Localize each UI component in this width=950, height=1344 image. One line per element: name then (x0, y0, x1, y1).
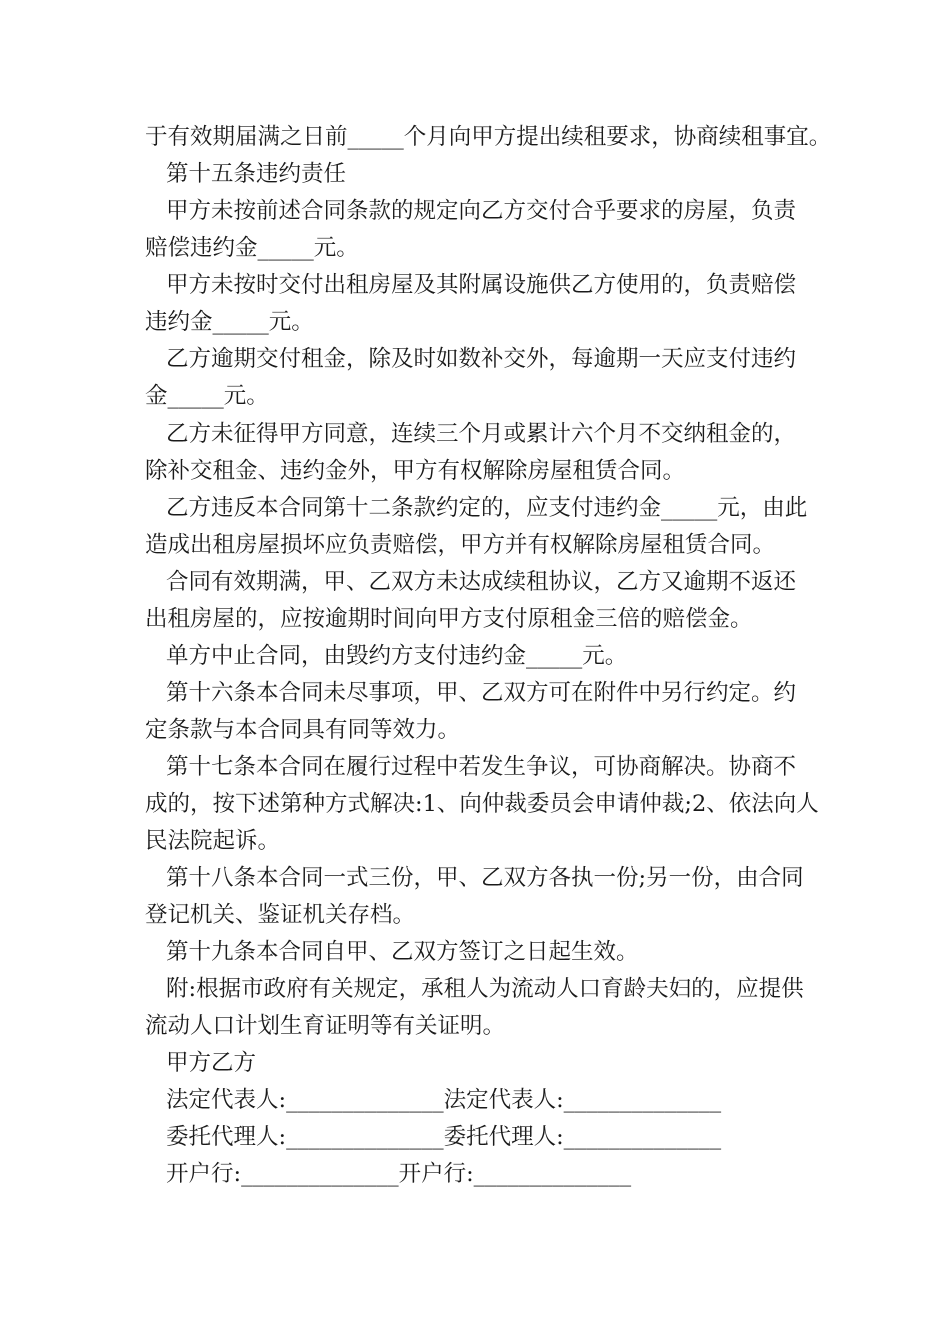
text-line: 民法院起诉。 (145, 828, 281, 854)
signature-heading: 甲方乙方 (166, 1050, 257, 1076)
text-line: 单方中止合同，由毁约方支付违约金_____元。 (166, 643, 628, 669)
text-line: 登记机关、鉴证机关存档。 (145, 902, 416, 928)
text-line: 金_____元。 (145, 383, 269, 409)
text-line: 甲方未按时交付出租房屋及其附属设施供乙方使用的，负责赔偿 (166, 272, 797, 298)
signature-line-agent: 委托代理人:______________委托代理人:______________ (166, 1124, 722, 1150)
text-line: 违约金_____元。 (145, 309, 314, 335)
text-line: 乙方逾期交付租金，除及时如数补交外，每逾期一天应支付违约 (166, 346, 797, 372)
text-line: 成的，按下述第种方式解决:1、向仲裁委员会申请仲裁;2、依法向人 (145, 791, 819, 817)
text-line: 定条款与本合同具有同等效力。 (145, 717, 461, 743)
text-line: 出租房屋的，应按逾期时间向甲方支付原租金三倍的赔偿金。 (145, 606, 753, 632)
signature-line-bank: 开户行:______________开户行:______________ (166, 1161, 632, 1187)
text-line: 于有效期届满之日前_____个月向甲方提出续租要求，协商续租事宜。 (145, 124, 832, 150)
section-heading: 第十五条违约责任 (166, 161, 347, 187)
text-line: 流动人口计划生育证明等有关证明。 (145, 1013, 506, 1039)
text-line: 第十六条本合同未尽事项，甲、乙双方可在附件中另行约定。约 (166, 680, 797, 706)
text-line: 第十七条本合同在履行过程中若发生争议，可协商解决。协商不 (166, 754, 797, 780)
text-line: 甲方未按前述合同条款的规定向乙方交付合乎要求的房屋，负责 (166, 198, 797, 224)
text-line: 除补交租金、违约金外，甲方有权解除房屋租赁合同。 (145, 458, 686, 484)
text-line: 第十八条本合同一式三份，甲、乙双方各执一份;另一份，由合同 (166, 865, 804, 891)
text-line: 第十九条本合同自甲、乙双方签订之日起生效。 (166, 939, 639, 965)
text-line: 合同有效期满，甲、乙双方未达成续租协议，乙方又逾期不返还 (166, 569, 797, 595)
text-line: 赔偿违约金_____元。 (145, 235, 359, 261)
text-line: 乙方违反本合同第十二条款约定的，应支付违约金_____元，由此 (166, 495, 808, 521)
text-line: 乙方未征得甲方同意，连续三个月或累计六个月不交纳租金的， (166, 421, 797, 447)
text-line: 造成出租房屋损坏应负责赔偿，甲方并有权解除房屋租赁合同。 (145, 532, 776, 558)
signature-line-representative: 法定代表人:______________法定代表人:______________ (166, 1087, 722, 1113)
text-line: 附:根据市政府有关规定，承租人为流动人口育龄夫妇的，应提供 (166, 976, 804, 1002)
